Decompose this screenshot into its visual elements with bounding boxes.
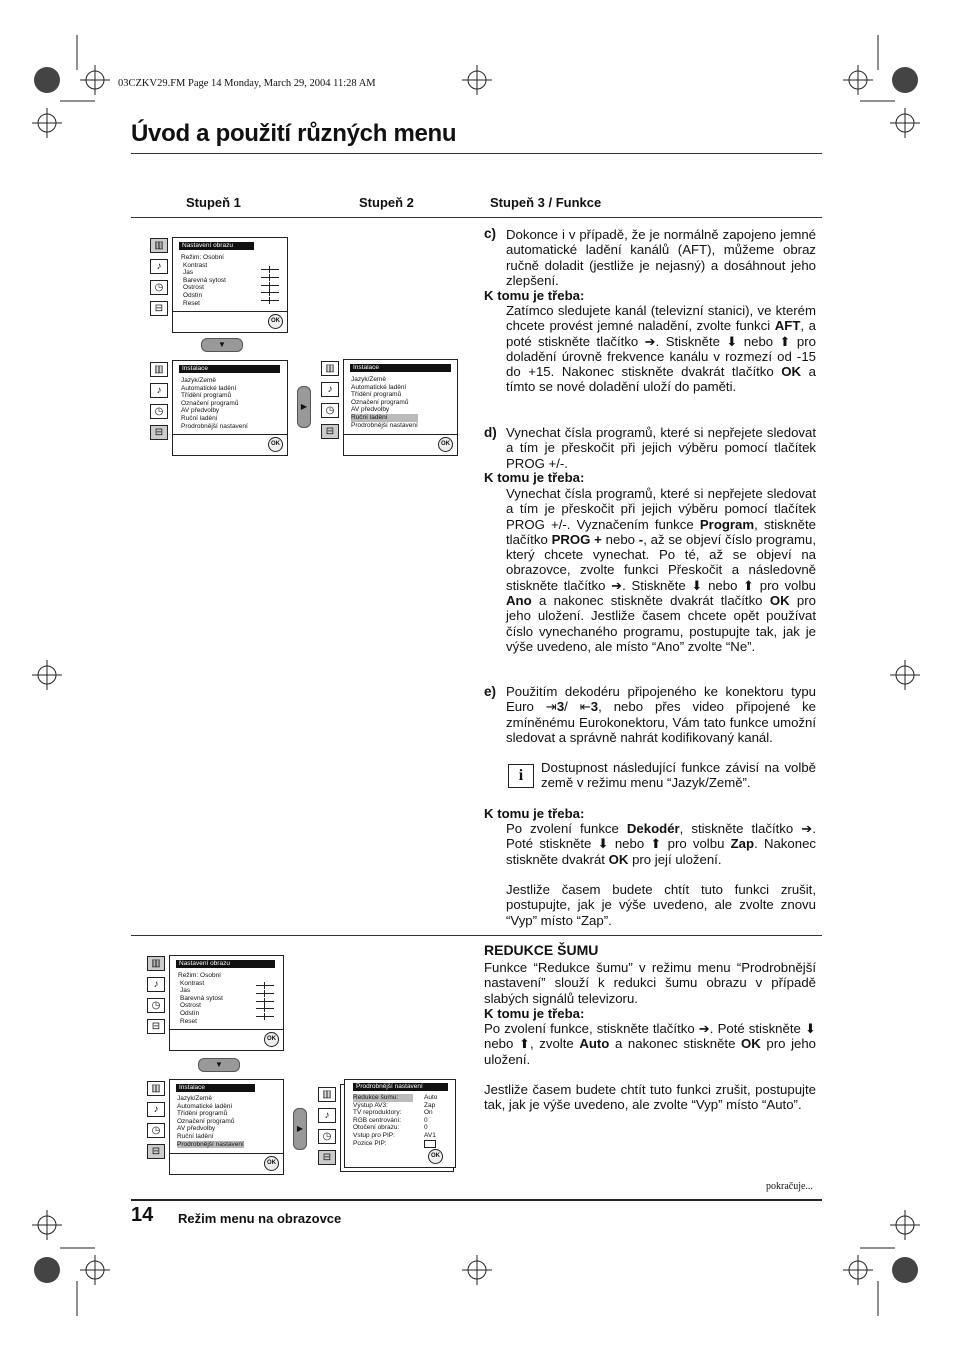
timer-icon: ◷ bbox=[318, 1129, 336, 1144]
setup-icon: ⊟ bbox=[150, 425, 168, 440]
slider bbox=[261, 285, 279, 286]
menu-item: AV předvolby bbox=[177, 1125, 216, 1133]
section-e-label: e) bbox=[484, 684, 497, 699]
picture-icon: ▥ bbox=[318, 1087, 336, 1102]
menu-value: 0 bbox=[424, 1124, 428, 1132]
euro-connector-icon: ⇥ bbox=[545, 699, 557, 715]
menu-item: Prodrobnější nastavení bbox=[181, 422, 248, 430]
menu-value: 0 bbox=[424, 1116, 428, 1124]
picture-icon: ▥ bbox=[321, 361, 339, 376]
timer-icon: ◷ bbox=[147, 998, 165, 1013]
menu-item: Výstup AV3: bbox=[353, 1101, 388, 1109]
section-e-note: Dostupnost následující funkce závisí na volbě země v režimu menu “Jazyk/Země”. bbox=[541, 760, 816, 791]
picture-icon: ▥ bbox=[150, 362, 168, 377]
menu-item: Jazyk/Země bbox=[181, 377, 217, 384]
sound-icon: ♪ bbox=[321, 382, 339, 397]
ok-button-icon: OK bbox=[428, 1149, 443, 1164]
setup-icon: ⊟ bbox=[147, 1144, 165, 1159]
menu-item: Reset bbox=[183, 299, 200, 307]
section-c-label: c) bbox=[484, 226, 497, 241]
menu-item: Označení programů bbox=[181, 399, 239, 407]
screen-status-bar bbox=[344, 434, 457, 455]
noise-heading: REDUKCE ŠUMU bbox=[484, 942, 599, 958]
title-rule bbox=[131, 153, 822, 154]
menu-items bbox=[181, 377, 248, 430]
menu-item: TV reproduktory: bbox=[353, 1109, 402, 1117]
section-rule bbox=[131, 935, 822, 936]
menu-item: Kontrast bbox=[180, 979, 205, 987]
section-e-how: Po zvolení funkce Dekodér, stiskněte tlačítko ➔. Poté stiskněte ⬇ nebo ⬆ pro volbu Zap. Nakonec stiskněte dvakrát OK pro její uložení. bbox=[506, 821, 816, 867]
setup-icon: ⊟ bbox=[318, 1150, 336, 1165]
continues-label: pokračuje... bbox=[766, 1181, 813, 1192]
menu-item: Automatické ladění bbox=[351, 383, 407, 391]
menu-item: AV předvolby bbox=[351, 406, 390, 414]
noise-how: Po zvolení funkce, stiskněte tlačítko ➔. Poté stiskněte ⬇ nebo ⬆, zvolte Auto a nakonec stiskněte OK pro jeho uložení. bbox=[484, 1021, 816, 1067]
down-arrow-button-icon: ▼ bbox=[201, 338, 243, 352]
sound-icon: ♪ bbox=[150, 259, 168, 274]
menu-icon-column bbox=[321, 361, 339, 445]
setup-icon: ⊟ bbox=[321, 424, 339, 439]
col-head-3: Stupeň 3 / Funkce bbox=[490, 195, 602, 210]
sound-icon: ♪ bbox=[147, 1102, 165, 1117]
install-menu-screen-selected bbox=[343, 359, 458, 456]
menu-item: Kontrast bbox=[183, 261, 208, 269]
section-e-intro: Použitím dekodéru připojeného ke konektoru typu Euro ⇥3/ ⇤3, nebo přes video připojené ke zmíněnému Eurokonektoru, Vám tato funkce umožní sledovat a správně nahrát kodifikovaný kanál. bbox=[506, 684, 816, 745]
section-c-how-heading: K tomu je třeba: bbox=[484, 288, 585, 303]
menu-items bbox=[181, 254, 226, 307]
slider bbox=[256, 985, 274, 986]
menu-item-highlighted: Ruční ladění bbox=[351, 414, 418, 422]
menu-value: On bbox=[424, 1109, 433, 1117]
picture-menu-screen bbox=[172, 237, 288, 333]
menu-item: Odstín bbox=[183, 291, 203, 299]
menu-value: Zap bbox=[424, 1101, 436, 1109]
footer-section-title: Režim menu na obrazovce bbox=[178, 1211, 342, 1226]
menu-icon-column bbox=[150, 238, 168, 322]
screen-status-bar bbox=[170, 1029, 283, 1050]
menu-item: Označení programů bbox=[351, 398, 409, 406]
menu-item: Jazyk/Země bbox=[351, 376, 387, 383]
menu-item: Prodrobnější nastavení bbox=[351, 421, 418, 429]
menu-item: Vstup pro PIP: bbox=[353, 1131, 395, 1139]
menu-item: Pozice PIP: bbox=[353, 1139, 387, 1147]
col-head-rule bbox=[131, 217, 822, 218]
menu-items bbox=[178, 972, 223, 1025]
menu-items bbox=[351, 376, 418, 429]
menu-title: Instalace bbox=[179, 365, 280, 373]
menu-item-highlighted: Redukce šumu: bbox=[353, 1094, 413, 1102]
menu-item: Automatické ladění bbox=[181, 384, 237, 392]
noise-cancel: Jestliže časem budete chtít tuto funkci zrušit, postupujte tak, jak je výše uvedeno, ale zvolte “Vyp” místo “Auto”. bbox=[484, 1082, 816, 1113]
noise-how-heading: K tomu je třeba: bbox=[484, 1006, 585, 1021]
slider bbox=[256, 1001, 274, 1002]
screen-status-bar bbox=[173, 434, 287, 455]
timer-icon: ◷ bbox=[321, 403, 339, 418]
down-arrow-button-icon: ▼ bbox=[198, 1058, 240, 1072]
ok-button-icon: OK bbox=[268, 314, 283, 329]
menu-item: Ostrost bbox=[183, 284, 204, 292]
setup-icon: ⊟ bbox=[147, 1019, 165, 1034]
slider bbox=[261, 269, 279, 270]
right-arrow-button-icon: ▶ bbox=[293, 1108, 307, 1150]
section-d-intro: Vynechat čísla programů, které si nepřejete sledovat a tím je přeskočit při jejich výběru pomocí tlačítek PROG +/-. bbox=[506, 425, 816, 471]
section-c-intro: Dokonce i v případě, že je normálně zapojeno jemné automatické ladění kanálů (AFT), můžeme obraz ručně doladit (jestliže je nejasný) a dosáhnout jeho zlepšení. bbox=[506, 227, 816, 288]
menu-value: AV1 bbox=[424, 1131, 436, 1139]
sound-icon: ♪ bbox=[318, 1108, 336, 1123]
ok-button-icon: OK bbox=[264, 1156, 279, 1171]
section-d-label: d) bbox=[484, 425, 497, 440]
slider bbox=[261, 300, 279, 301]
right-arrow-button-icon: ▶ bbox=[297, 386, 311, 428]
slider bbox=[261, 277, 279, 278]
noise-intro: Funkce “Redukce šumu” v režimu menu “Prodrobnější nastavení” slouží k redukci šumu obrazu v případě slabých signálů televizoru. bbox=[484, 960, 816, 1006]
menu-icon-column bbox=[147, 956, 165, 1040]
menu-item: Třídění programů bbox=[177, 1110, 228, 1118]
section-e-cancel: Jestliže časem budete chtít tuto funkci zrušit, postupujte, jak je výše uvedeno, ale zvolte znovu “Vyp” místo “Zap”. bbox=[506, 882, 816, 928]
screen-status-bar bbox=[173, 311, 287, 332]
menu-item: AV předvolby bbox=[181, 407, 220, 415]
timer-icon: ◷ bbox=[150, 404, 168, 419]
euro-connector-icon: ⇤ bbox=[579, 699, 591, 715]
section-d-how-heading: K tomu je třeba: bbox=[484, 470, 585, 485]
menu-item: Označení programů bbox=[177, 1117, 235, 1125]
timer-icon: ◷ bbox=[147, 1123, 165, 1138]
ok-button-icon: OK bbox=[438, 437, 453, 452]
slider bbox=[256, 993, 274, 994]
picture-icon: ▥ bbox=[147, 1081, 165, 1096]
footer-rule bbox=[131, 1199, 822, 1201]
menu-item: Barevná sytost bbox=[183, 276, 226, 284]
menu-icon-column bbox=[150, 362, 168, 446]
timer-icon: ◷ bbox=[150, 280, 168, 295]
section-d-how: Vynechat čísla programů, které si nepřejete sledovat a tím je přeskočit při jejich výběru pomocí tlačítek PROG +/-. Vyznačením funkce Program, stiskněte tlačítko PROG + nebo -, až se objeví číslo programu, který chcete vynechat. Po té, až se objeví na obrazovce, zvolte funkci Přeskočit a následovně stiskněte tlačítko ➔. Stiskněte ⬇ nebo ⬆ pro volbu Ano a nakonec stiskněte dvakrát tlačítko OK pro jeho uložení. Jestliže časem chcete opět používat číslo vynechaného programu, postupujte tak, jak je výše uvedeno, ale místo “Ano” zvolte “Ne”. bbox=[506, 486, 817, 654]
ok-button-icon: OK bbox=[264, 1032, 279, 1047]
menu-title: Prodrobnější nastavení bbox=[353, 1083, 448, 1091]
menu-item: Režim: Osobní bbox=[181, 254, 224, 261]
menu-item: Odstín bbox=[180, 1009, 200, 1017]
picture-menu-screen bbox=[169, 955, 284, 1051]
slider bbox=[256, 1016, 274, 1017]
menu-item: Otočení obrazu: bbox=[353, 1124, 400, 1132]
menu-items bbox=[177, 1095, 244, 1148]
menu-item: Režim: Osobní bbox=[178, 972, 221, 979]
menu-item: Jas bbox=[183, 269, 194, 277]
install-menu-screen bbox=[172, 360, 288, 456]
sound-icon: ♪ bbox=[150, 383, 168, 398]
page-number: 14 bbox=[131, 1204, 154, 1226]
page-title: Úvod a použití různých menu bbox=[131, 120, 457, 147]
col-head-2: Stupeň 2 bbox=[359, 195, 414, 210]
sound-icon: ♪ bbox=[147, 977, 165, 992]
menu-item: Jazyk/Země bbox=[177, 1095, 213, 1102]
picture-icon: ▥ bbox=[147, 956, 165, 971]
advanced-menu-screen bbox=[344, 1079, 456, 1168]
menu-title: Instalace bbox=[350, 364, 451, 372]
section-c-how: Zatímco sledujete kanál (televizní stanici), ve kterém chcete provést jemné naladění, zvolte funkci AFT, a poté stiskněte tlačítko ➔. Stiskněte ⬇ nebo ⬆ pro doladění úrovně frekvence kanálu v rozmezí od -15 do +15. Nakonec stiskněte dvakrát tlačítko OK a tímto se nové doladění uloží do paměti. bbox=[506, 303, 816, 395]
advanced-labels bbox=[353, 1094, 413, 1147]
menu-item: Barevná sytost bbox=[180, 994, 223, 1002]
setup-icon: ⊟ bbox=[150, 301, 168, 316]
info-icon: i bbox=[508, 764, 534, 788]
advanced-values bbox=[424, 1094, 437, 1150]
menu-item: Automatické ladění bbox=[177, 1102, 233, 1110]
col-head-1: Stupeň 1 bbox=[186, 195, 241, 210]
screen-status-bar bbox=[170, 1153, 283, 1174]
menu-item-highlighted: Prodrobnější nastavení bbox=[177, 1140, 244, 1148]
menu-item: RGB centrování: bbox=[353, 1116, 402, 1124]
menu-icon-column bbox=[147, 1081, 165, 1165]
menu-item: Třídění programů bbox=[351, 391, 402, 399]
menu-title: Nastavení obrazu bbox=[179, 242, 254, 250]
file-info: 03CZKV29.FM Page 14 Monday, March 29, 2004 11:28 AM bbox=[118, 78, 376, 89]
menu-item: Ostrost bbox=[180, 1002, 201, 1010]
ok-button-icon: OK bbox=[268, 437, 283, 452]
menu-item: Reset bbox=[180, 1017, 197, 1025]
menu-item: Třídění programů bbox=[181, 392, 232, 400]
menu-value: Auto bbox=[424, 1094, 438, 1101]
menu-icon-column bbox=[318, 1087, 336, 1171]
menu-item: Jas bbox=[180, 987, 191, 995]
menu-title: Nastavení obrazu bbox=[176, 960, 275, 968]
menu-title: Instalace bbox=[176, 1084, 255, 1092]
slider bbox=[256, 1008, 274, 1009]
install-menu-screen bbox=[169, 1079, 284, 1175]
section-e-how-heading: K tomu je třeba: bbox=[484, 806, 585, 821]
slider bbox=[261, 292, 279, 293]
menu-item: Ruční ladění bbox=[177, 1132, 214, 1140]
menu-item: Ruční ladění bbox=[181, 414, 218, 422]
picture-icon: ▥ bbox=[150, 238, 168, 253]
